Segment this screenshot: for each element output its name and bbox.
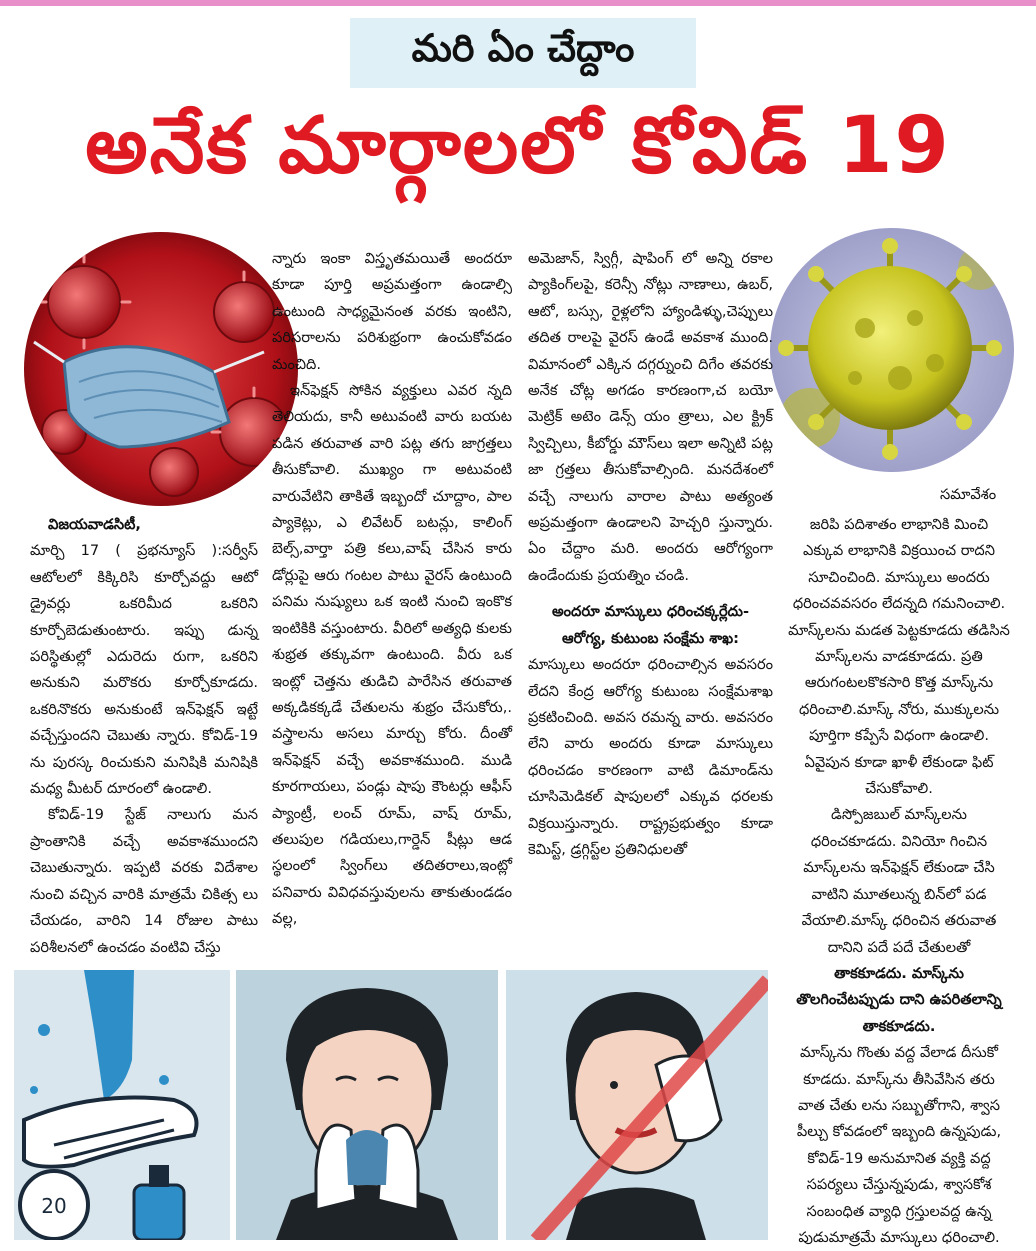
paragraph: అమెజాన్, స్విగ్గీ, షాపింగ్ లో అన్ని రకాల ప్యాకింగ్‌లపై, కరెన్సీ నోట్లు నాణాలు, ఉబర్, ఆటో, బస్సు, రైళ్లలోని హ్యాండిళ్ళు,చెప్పులు తదిత రాలపై వైరస్ ఉండే అవకాశ ముంది. విమానంలో ఎక్కిన దగ్గర్నుంచి దిగేం తవరకు అనేక చోట్ల అగడం కారణంగా,చ బయో మెట్రిక్ అటెం డెన్స్ యం త్రాలు, ఎల క్ట్రిక్ స్విచ్చిలు, కీబోర్డు మౌస్‌లు ఇలా అన్నిటి పట్ల జా గ్రత్తలు తీసుకోవాల్సింది. మనదేశంలో వచ్చే నాలుగు వారాల పాటు అత్యంత అప్రమత్తంగా ఉండాలని హెచ్చరి స్తున్నారు. ఏం చేద్దాం మరి. అందరు ఆరోగ్యంగా ఉండేందుకు ప్రయత్నిం చండి. bbox=[528, 250, 773, 584]
paragraph-bold: తాకకూడదు. మాస్క్‌ను తొలగించేటప్పుడు దాని ఉపరితలాన్ని తాకకూడదు. bbox=[796, 964, 1002, 1035]
paragraph: మాస్క్‌ను గొంతు వద్ద వేలాడ దీసుకో కూడదు. మాస్క్‌ను తీసివేసిన తరు వాత చేతు లను సబ్బుతోగాని, శ్వాస పీల్చు కోవడంలో ఇబ్బంది ఉన్నపుడు, కోవిడ్-19 అనుమానిత వ్యక్తి వద్ద సపర్యలు చేస్తున్నపుడు, శ్వాసకోశ సంబంధిత వ్యాధి గ్రస్తులవద్ద ఉన్న పుడుమాత్రమే మాస్కులు ధరించాలి. bbox=[796, 1044, 1002, 1246]
paragraph: మార్చి 17 ( ప్రభన్యూస్ ):సర్వీస్ ఆటోలలో కిక్కిరిసి కూర్చోవద్దు ఆటో డ్రైవర్లు ఒకరిమీద ఒకరిని కూర్చోబెడుతుంటారు. ఇప్పు డున్న పరిస్థితుల్లో ఎదురెదు రుగా, ఒకరిని అనుకుని మరొకరు కూర్చోకూడదు. ఒకరినొకరు అనుకుంటే ఇన్‌ఫెక్షన్ ఇట్టే వచ్చేస్తుందని చెబుతు న్నారు. కోవిడ్-19 ను పురస్క రించుకుని మనిషికి మనిషికి మధ్య మీటర్ దూరంలో ఉండాలి. bbox=[30, 542, 258, 798]
article-column-4 bbox=[788, 486, 1010, 1251]
photo-caption: సమావేశం bbox=[940, 486, 997, 503]
paragraph: డిస్పోజబుల్ మాస్క్‌లను ధరించకూడదు. వినియో గించిన మాస్క్‌లను ఇన్‌ఫెక్షన్ లేకుండా చేసి వాటిని మూతలున్న బిన్‌లో పడ వేయాలి.మాస్క్ ధరించిన తరువాత దానిని పదే పదే చేతులతో bbox=[801, 806, 997, 956]
kicker-label: మరి ఏం చేద్దాం bbox=[350, 18, 696, 88]
section-subhead: అందరూ మాస్కులు ధరించక్కర్లేదు- ఆరోగ్య, కుటుంబ సంక్షేమ శాఖ: bbox=[551, 603, 750, 647]
article-column-2 bbox=[272, 246, 512, 933]
dateline: విజయవాడసిటీ, bbox=[48, 516, 141, 533]
virus-mask-photo bbox=[24, 232, 298, 506]
handwash-illustration bbox=[14, 970, 230, 1240]
coronavirus-photo bbox=[770, 228, 1014, 472]
page-headline: అనేక మార్గాలలో కోవిడ్ 19 bbox=[85, 100, 951, 191]
timer-label: 20 bbox=[41, 1194, 67, 1218]
article-column-1 bbox=[30, 512, 258, 961]
paragraph: న్నారు ఇంకా విస్తృతమయితే అందరూ కూడా పూర్తి అప్రమత్తంగా ఉండాల్సి ఉంటుంది సాధ్యమైనంత వరకు ఇంటిని, పరిసరాలను పరిశుభ్రంగా ఉంచుకోవడం మంచిది. bbox=[272, 250, 512, 373]
paragraph: ఇన్‌ఫెక్షన్ సోకిన వ్యక్తులు ఎవర న్నది తెలియదు, కానీ అటువంటి వారు బయట పడిన తరువాత వారి పట్ల తగు జాగ్రత్తలు తీసుకోవాలి. ముఖ్యం గా అటువంటి వారువేటిని తాకితే ఇబ్బందో చూద్దాం, పాల ప్యాకెట్లు, ఎ లివేటర్ బటన్లు, కాలింగ్ బెల్స్,వార్తా పత్రి కలు,వాష్ చేసిన కారు డోర్లుపై ఆరు గంటల పాటు వైరస్ ఉంటుంది పనిమ నుష్యులు ఒక ఇంటి నుంచి ఇంకొక ఇంటికికి వస్తుంటారు. వీరిలో అత్యధి కులకు శుభ్రత తక్కువగా ఉంటుంది. వీరు ఒక ఇంట్లో చెత్తను తుడిచి పారేసిన తరువాత అక్కడికక్కడే చేతులను శుభ్రం చేసుకోరు,. వస్త్రాలను అసలు మార్చు కోరు. దీంతో ఇన్‌ఫెక్షన్ వచ్చే అవకాశముంది. ముడి కూరగాయలు, పండ్లు షాపు కౌంటర్లు ఆఫీస్ ప్యాంట్రీ, లంచ్ రూమ్, వాష్ రూమ్, తలుపుల గడియలు,గార్డెన్ షీట్లు ఆడ స్థలంలో స్వింగ్‌లు తదితరాలు,ఇంట్లో పనివారు వివిధవస్తువులను తాకుతుండడం వల్ల, bbox=[272, 382, 512, 928]
paragraph: జరిపి పదిశాతం లాభానికి మించి ఎక్కువ లాభానికి విక్రయించ రాదని సూచించింది. మాస్కులు అందరు ధరించవవసరం లేదన్నది గమనించాలి. మాస్క్‌లను మడత పెట్టకూడదు తడిసిన మాస్క్‌లను వాడకూడదు. ప్రతి ఆరుగంటలకొకసారి కొత్త మాస్క్‌ను ధరించాలి.మాస్క్ నోరు, ముక్కులను పూర్తిగా కప్పేసే విధంగా ఉండాలి. ఏవైపున కూడా ఖాళీ లేకుండా ఫిట్ చేసుకోవాలి. bbox=[788, 516, 1010, 798]
cover-face-illustration bbox=[236, 970, 498, 1240]
paragraph: కోవిడ్-19 స్టేజ్ నాలుగు మన ప్రాంతానికి వచ్చే అవకాశముందని చెబుతున్నారు. ఇప్పటి వరకు విదేశాల నుంచి వచ్చిన వారికి మాత్రమే చికిత్స లు చేయడం, వారిని 14 రోజుల పాటు పరిశీలనలో ఉంచడం వంటివి చేస్తు bbox=[30, 806, 258, 956]
dont-touch-face-illustration bbox=[506, 970, 768, 1240]
article-column-3 bbox=[528, 246, 773, 863]
top-color-bar bbox=[0, 0, 1036, 6]
paragraph: మాస్కులు అందరూ ధరించాల్సిన అవసరం లేదని కేంద్ర ఆరోగ్య కుటుంబ సంక్షేమశాఖ ప్రకటించింది. అవస రమన్న వారు. అవసరం లేని వారు అందరు కూడా మాస్కులు ధరించడం కారణంగా వాటి డిమాండ్‌ను చూసిమెడికల్ షాపులలో ఎక్కువ ధరలకు విక్రయిస్తున్నారు. రాష్ట్రప్రభుత్వం కూడా కెమిస్ట్, డ్రగ్గిస్ట్‌ల ప్రతినిధులతో bbox=[528, 656, 773, 858]
